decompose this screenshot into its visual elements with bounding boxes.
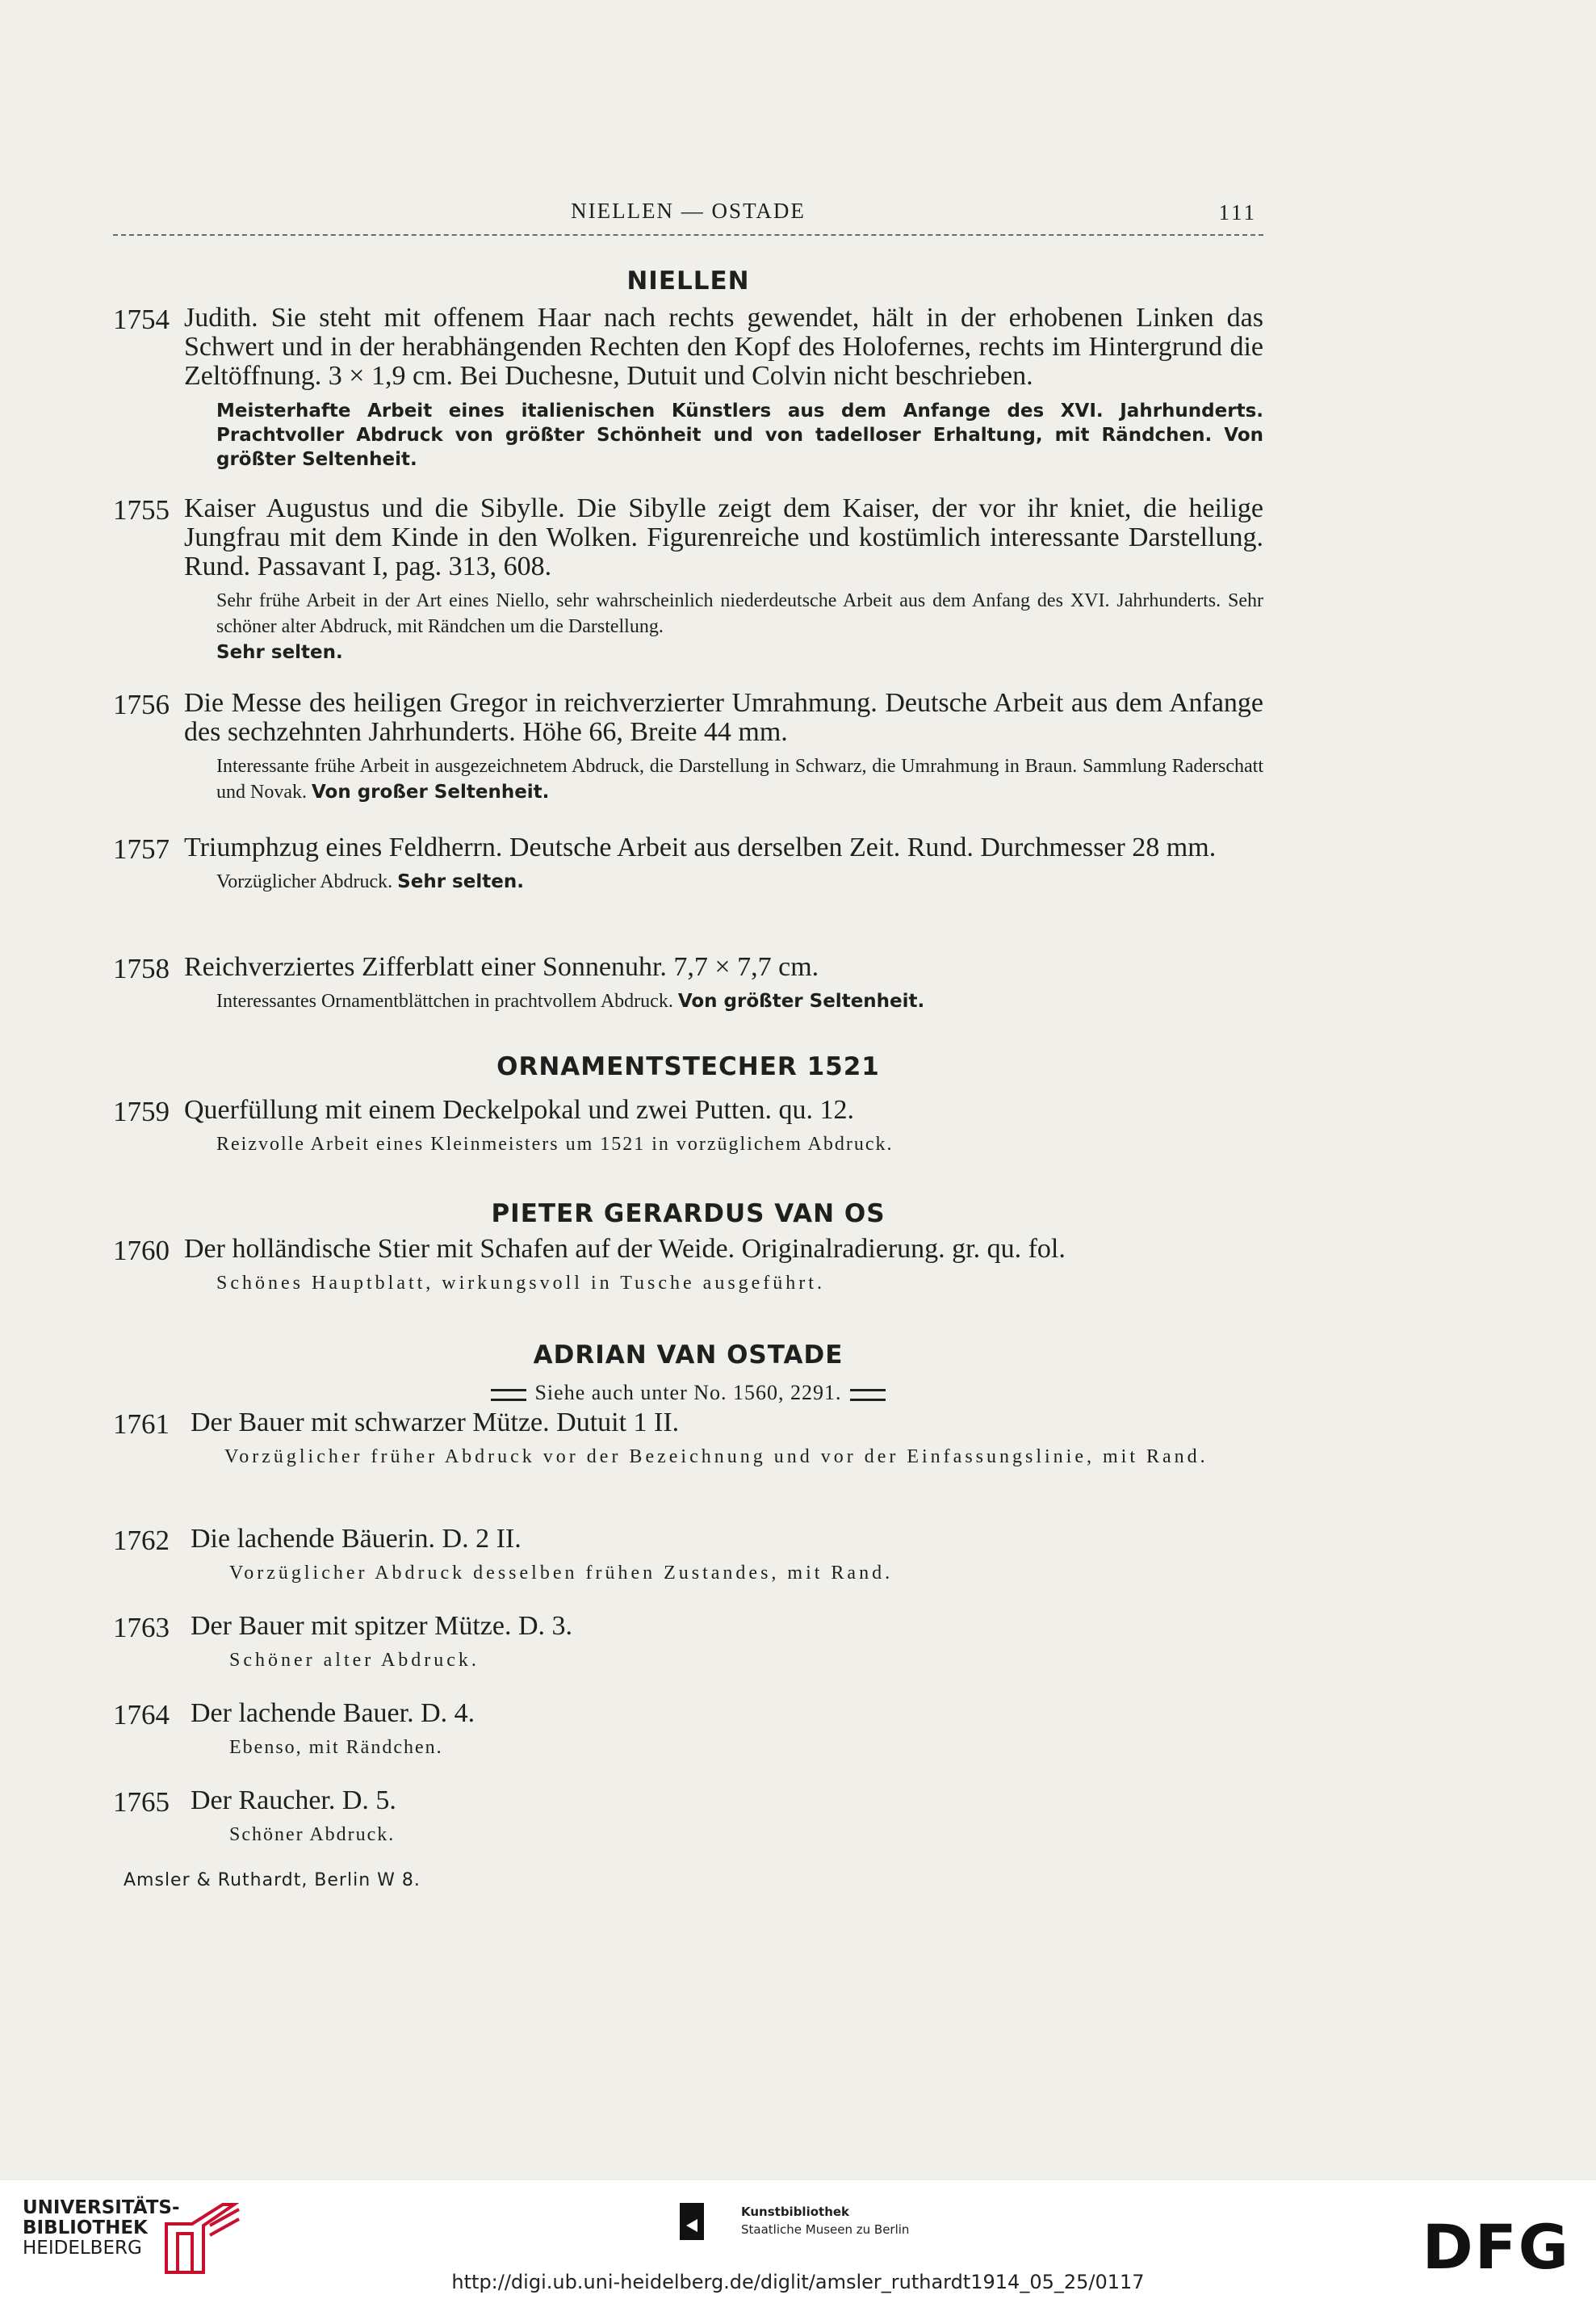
kunstbibliothek-icon [680,2203,704,2240]
page-number: 111 [1218,200,1257,224]
entry-note-text: Sehr frühe Arbeit in der Art eines Niello, sehr wahrscheinlich niederdeutsche Arbeit aus dem Anfang des XVI. Jahrhunderts. Sehr schöner alter Abdruck, mit Rändchen um die Darstellung. [216,590,1263,637]
entry-note-text: Interessante frühe Arbeit in ausgezeichnetem Abdruck, die Darstellung in Schwarz, die Umrahmung in Braun. Sammlung Raderschatt und Novak. [216,756,1263,803]
entry-1758 [113,953,1263,1014]
entry-text: Querfüllung mit einem Deckelpokal und zwei Putten. qu. 12. [184,1095,854,1125]
entry-text: Die lachende Bäuerin. D. 2 II. [191,1524,522,1554]
entry-number: 1761 [113,1408,170,1440]
publisher-imprint: Amsler & Ruthardt, Berlin W 8. [124,1870,421,1890]
entry-note: Reizvolle Arbeit eines Kleinmeisters um 1521 in vorzüglichem Abdruck. [216,1134,894,1155]
entry-note: Schöner alter Abdruck. [229,1650,480,1671]
entry-1765 [113,1786,1263,1848]
entry-note: Vorzüglicher früher Abdruck vor der Bezeichnung und vor der Einfassungslinie, mit Rand. [224,1446,1209,1467]
ub-line-2: BIBLIOTHEK [23,2217,148,2238]
kunstbibliothek-text [741,2203,909,2238]
entry-text: Judith. Sie steht mit offenem Haar nach rechts gewendet, hält in der erhobenen Linken das Schwert und in der herabhängenden Rechten den Kopf des Holofernes, rechts im Hintergrund die Zeltöffnung. 3 × 1,9 cm. Bei Duchesne, Dutuit und Colvin nicht beschrieben. [184,303,1263,391]
entry-note-text: Vorzüglicher Abdruck. [216,871,393,892]
entry-number: 1757 [113,833,170,865]
entry-1761 [113,1408,1263,1470]
entry-text: Die Messe des heiligen Gregor in reichverzierter Umrahmung. Deutsche Arbeit aus dem Anfange des sechzehnten Jahrhunderts. Höhe 66, Breite 44 mm. [184,688,1263,747]
entry-note: Vorzüglicher Abdruck desselben frühen Zustandes, mit Rand. [229,1563,894,1584]
entry-1756 [113,689,1263,805]
entry-note [216,588,1263,665]
entry-number: 1754 [113,304,170,335]
entry-note-emphasis: Von größter Seltenheit. [677,991,925,1012]
entry-note-emphasis: Sehr selten. [216,642,343,663]
dfg-logo[interactable]: DFG [1422,2211,1570,2283]
header-rule [113,234,1263,236]
section-heading-ornamentstecher: ORNAMENTSTECHER 1521 [496,1052,880,1081]
entry-number: 1756 [113,689,170,720]
entry-number: 1759 [113,1096,170,1127]
entry-text: Reichverziertes Zifferblatt einer Sonnenuhr. 7,7 × 7,7 cm. [184,952,819,982]
entry-note: Ebenso, mit Rändchen. [229,1737,443,1758]
entry-1762 [113,1525,1263,1586]
entry-1755 [113,494,1263,665]
section-heading-niellen: NIELLEN [626,266,750,296]
entry-1760 [113,1235,1263,1296]
entry-note-emphasis: Sehr selten. [397,871,524,892]
entry-text: Der Raucher. D. 5. [191,1785,396,1815]
entry-note-text: Interessantes Ornamentblättchen in prachtvollem Abdruck. [216,991,673,1012]
viewer-footer [0,2180,1596,2299]
running-title: NIELLEN — OSTADE [571,199,806,223]
section-heading-adrian-van-ostade: ADRIAN VAN OSTADE [533,1340,844,1370]
entry-number: 1760 [113,1235,170,1266]
entry-1759 [113,1096,1263,1157]
entry-1764 [113,1699,1263,1760]
entry-number: 1764 [113,1699,170,1731]
entry-text: Kaiser Augustus und die Sibylle. Die Sibylle zeigt dem Kaiser, der vor ihr kniet, die heilige Jungfrau mit dem Kinde in den Wolken. Figurenreiche und kostümlich interessante Darstellung. Rund. Passavant I, pag. 313, 608. [184,493,1263,581]
entry-1757 [113,833,1263,895]
section-heading-pieter-gerardus-van-os: PIETER GERARDUS VAN OS [491,1199,886,1228]
entry-text: Der Bauer mit schwarzer Mütze. Dutuit 1 II. [191,1408,680,1437]
entry-number: 1755 [113,494,170,526]
entry-text: Der Bauer mit spitzer Mütze. D. 3. [191,1611,573,1641]
entry-note: Schönes Hauptblatt, wirkungsvoll in Tusche ausgeführt. [216,1273,825,1294]
permalink-url[interactable]: http://digi.ub.uni-heidelberg.de/diglit/amsler_ruthardt1914_05_25/0117 [451,2271,1145,2293]
entry-number: 1758 [113,953,170,984]
entry-number: 1762 [113,1525,170,1556]
entry-number: 1763 [113,1612,170,1643]
running-header [113,199,1263,231]
ub-logo-text [23,2198,180,2259]
entry-note: Schöner Abdruck. [229,1824,396,1845]
entry-1763 [113,1612,1263,1673]
entry-note [216,988,1263,1014]
entry-note [216,869,1263,895]
entry-note-emphasis: Von großer Seltenheit. [311,782,550,803]
double-rule-left [491,1389,526,1401]
entry-note [216,753,1263,805]
kb-line-2: Staatliche Museen zu Berlin [741,2222,910,2237]
ub-line-1: UNIVERSITÄTS- [23,2197,180,2218]
see-also-text: Siehe auch unter No. 1560, 2291. [534,1381,842,1404]
see-also-line [113,1381,1263,1405]
ub-line-3: HEIDELBERG [23,2238,142,2259]
entry-text: Der holländische Stier mit Schafen auf der Weide. Originalradierung. gr. qu. fol. [184,1234,1066,1264]
ub-red-mark-icon [160,2201,249,2279]
entry-number: 1765 [113,1786,170,1818]
double-rule-right [850,1389,886,1401]
entry-text: Triumphzug eines Feldherrn. Deutsche Arbeit aus derselben Zeit. Rund. Durchmesser 28 mm. [184,833,1217,862]
kb-line-1: Kunstbibliothek [741,2205,850,2219]
ub-heidelberg-logo[interactable] [23,2198,180,2259]
entry-note: Meisterhafte Arbeit eines italienischen Künstlers aus dem Anfange des XVI. Jahrhunderts. Prachtvoller Abdruck von größter Schönheit und von tadelloser Erhaltung, mit Rändchen. Von größter Seltenheit. [216,401,1263,470]
entry-1754 [113,304,1263,472]
entry-text: Der lachende Bauer. D. 4. [191,1698,475,1728]
